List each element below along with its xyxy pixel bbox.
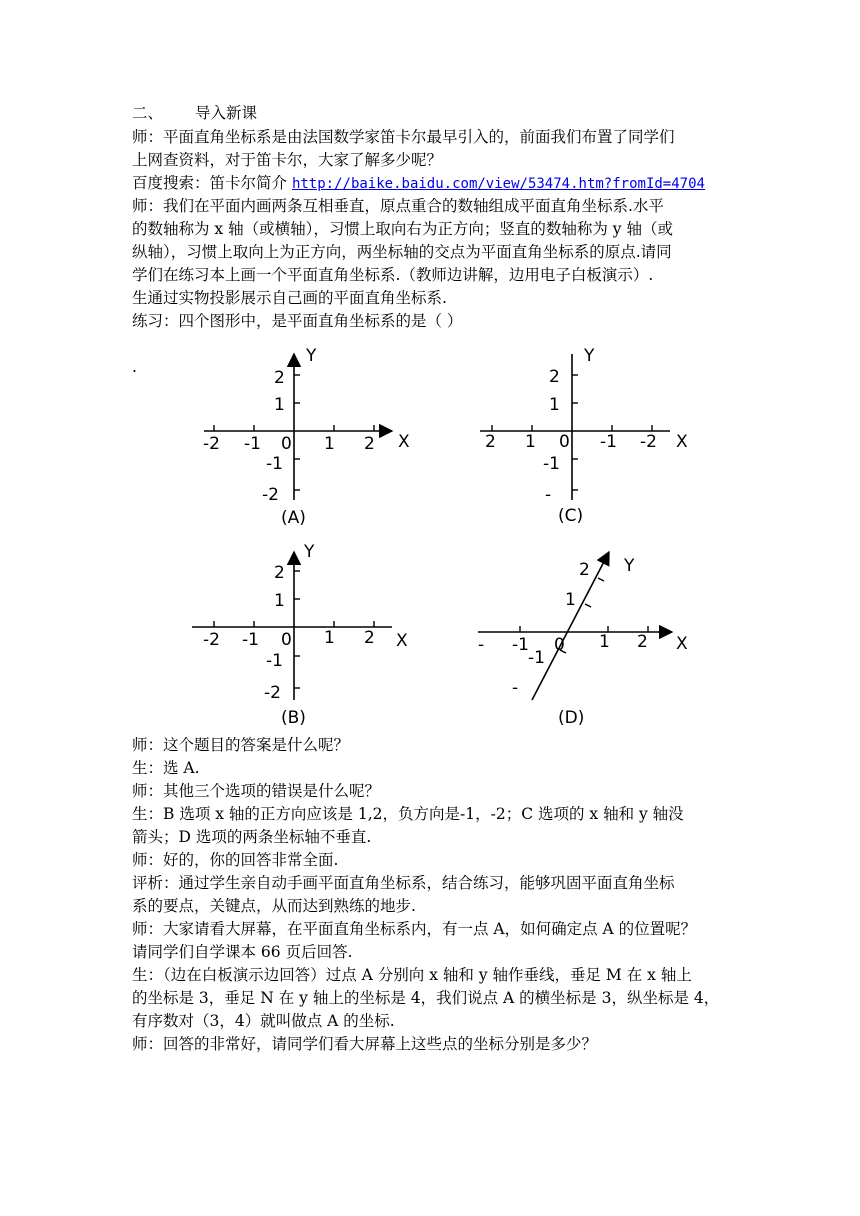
y-tick-label: - xyxy=(545,485,552,505)
paragraph-line: 上网查资料，对于笛卡尔，大家了解多少呢？ xyxy=(132,151,443,169)
y-axis-label: Y xyxy=(584,346,595,366)
x-tick-label: 0 xyxy=(281,434,292,454)
paragraph-line: 师：我们在平面内画两条互相垂直，原点重合的数轴组成平面直角坐标系.水平 xyxy=(132,197,664,215)
commentary-line: 评析：通过学生亲自动手画平面直角坐标系，结合练习，能够巩固平面直角坐标 xyxy=(132,874,675,892)
figure-b xyxy=(192,542,408,728)
y-tick-label: -1 xyxy=(266,454,283,474)
exercise-question: 练习：四个图形中，是平面直角坐标系的是（ ） xyxy=(132,312,463,330)
y-axis-label: Y xyxy=(624,556,635,576)
dialogue-line: 师：回答的非常好，请同学们看大屏幕上这些点的坐标分别是多少？ xyxy=(132,1035,598,1053)
x-tick-label: 0 xyxy=(559,432,570,452)
x-tick-label: 2 xyxy=(364,628,375,648)
x-axis-label: X xyxy=(676,634,688,654)
dialogue-line: 请同学们自学课本 66 页后回答. xyxy=(132,943,353,961)
x-axis-label: X xyxy=(676,432,688,452)
y-tick-label: 1 xyxy=(565,590,576,610)
tick-marks xyxy=(520,578,648,653)
paragraph-line: 纵轴），习惯上取向上为正方向，两坐标轴的交点为平面直角坐标系的原点.请同 xyxy=(132,243,672,261)
y-tick-label: 2 xyxy=(549,367,560,387)
x-tick-label: 0 xyxy=(554,635,565,655)
figure-caption: (B) xyxy=(281,708,306,728)
commentary-line: 系的要点，关键点，从而达到熟练的地步. xyxy=(132,897,416,915)
x-tick-label: -1 xyxy=(600,432,617,452)
x-tick-label: -1 xyxy=(512,635,529,655)
dialogue-line: 有序数对（3，4）就叫做点 A 的坐标. xyxy=(132,1012,395,1030)
x-tick-label: 1 xyxy=(525,432,536,452)
y-tick-label: 1 xyxy=(549,395,560,415)
dialogue-line: 箭头；D 选项的两条坐标轴不垂直. xyxy=(132,828,372,846)
figure-a xyxy=(203,346,410,528)
x-tick-label: 1 xyxy=(324,434,335,454)
paragraph-line: 师：平面直角坐标系是由法国数学家笛卡尔最早引入的，前面我们布置了同学们 xyxy=(132,128,675,146)
figure-caption: (C) xyxy=(558,506,584,526)
figure-c xyxy=(480,346,688,526)
dialogue-line: 师：其他三个选项的错误是什么呢？ xyxy=(132,782,381,800)
baike-link[interactable]: http://baike.baidu.com/view/53474.htm?fromId=4704 xyxy=(291,176,705,192)
dialogue-line: 师：这个题目的答案是什么呢？ xyxy=(132,736,350,754)
y-tick-label: -1 xyxy=(528,648,545,668)
y-tick-label: 1 xyxy=(274,395,285,415)
y-tick-label: 2 xyxy=(274,563,285,583)
x-tick-label: -2 xyxy=(203,434,220,454)
paragraph-line: 学们在练习本上画一个平面直角坐标系.（教师边讲解，边用电子白板演示）. xyxy=(132,266,654,284)
dialogue-line: 生：选 A. xyxy=(132,759,200,777)
y-tick-label: -2 xyxy=(262,485,279,505)
y-axis xyxy=(532,552,609,700)
paragraph-line: 生通过实物投影展示自己画的平面直角坐标系. xyxy=(132,289,447,307)
figure-caption: (D) xyxy=(558,708,585,728)
y-tick-label: 2 xyxy=(274,368,285,388)
x-tick-label: 2 xyxy=(364,434,375,454)
x-tick-label: 2 xyxy=(485,432,496,452)
dialogue-line: 生：（边在白板演示边回答）过点 A 分别向 x 轴和 y 轴作垂线，垂足 M 在 x 轴上 xyxy=(132,966,692,984)
figure-d xyxy=(478,552,688,728)
y-tick-label: -2 xyxy=(264,683,281,703)
dialogue-line: 生：B 选项 x 轴的正方向应该是 1,2，负方向是-1，-2；C 选项的 x 轴和 y 轴没 xyxy=(132,805,684,823)
y-tick-label: 1 xyxy=(274,591,285,611)
x-tick-label: 0 xyxy=(281,630,292,650)
y-tick-label: -1 xyxy=(543,454,560,474)
search-prefix: 百度搜索：笛卡尔简介 xyxy=(132,174,292,192)
figure-caption: (A) xyxy=(281,508,306,528)
x-tick-label: 2 xyxy=(637,632,648,652)
y-tick-label: -1 xyxy=(266,651,283,671)
x-tick-label: -1 xyxy=(242,630,259,650)
dialogue-line: 师：大家请看大屏幕，在平面直角坐标系内，有一点 A，如何确定点 A 的位置呢？ xyxy=(132,920,697,938)
y-axis-label: Y xyxy=(306,346,317,366)
section-number: 二、 xyxy=(132,104,164,122)
x-tick-label: -2 xyxy=(640,432,657,452)
dialogue-line: 师：好的，你的回答非常全面. xyxy=(132,851,339,869)
x-axis-label: X xyxy=(396,631,408,651)
x-axis-label: X xyxy=(398,432,410,452)
stray-dot: . xyxy=(132,358,137,376)
x-tick-label: 1 xyxy=(599,632,610,652)
y-tick-label: 2 xyxy=(579,560,590,580)
paragraph-line: 的数轴称为 x 轴（或横轴），习惯上取向右为正方向；竖直的数轴称为 y 轴（或 xyxy=(132,220,673,238)
y-tick-label: - xyxy=(512,678,519,698)
x-tick-label: -1 xyxy=(244,434,261,454)
x-tick-label: - xyxy=(478,635,485,655)
section-title: 导入新课 xyxy=(194,104,257,122)
y-axis-label: Y xyxy=(304,542,315,562)
x-tick-label: 1 xyxy=(324,628,335,648)
dialogue-line: 的坐标是 3，垂足 N 在 y 轴上的坐标是 4，我们说点 A 的横坐标是 3，纵坐标是 4， xyxy=(132,989,720,1007)
x-tick-label: -2 xyxy=(203,630,220,650)
